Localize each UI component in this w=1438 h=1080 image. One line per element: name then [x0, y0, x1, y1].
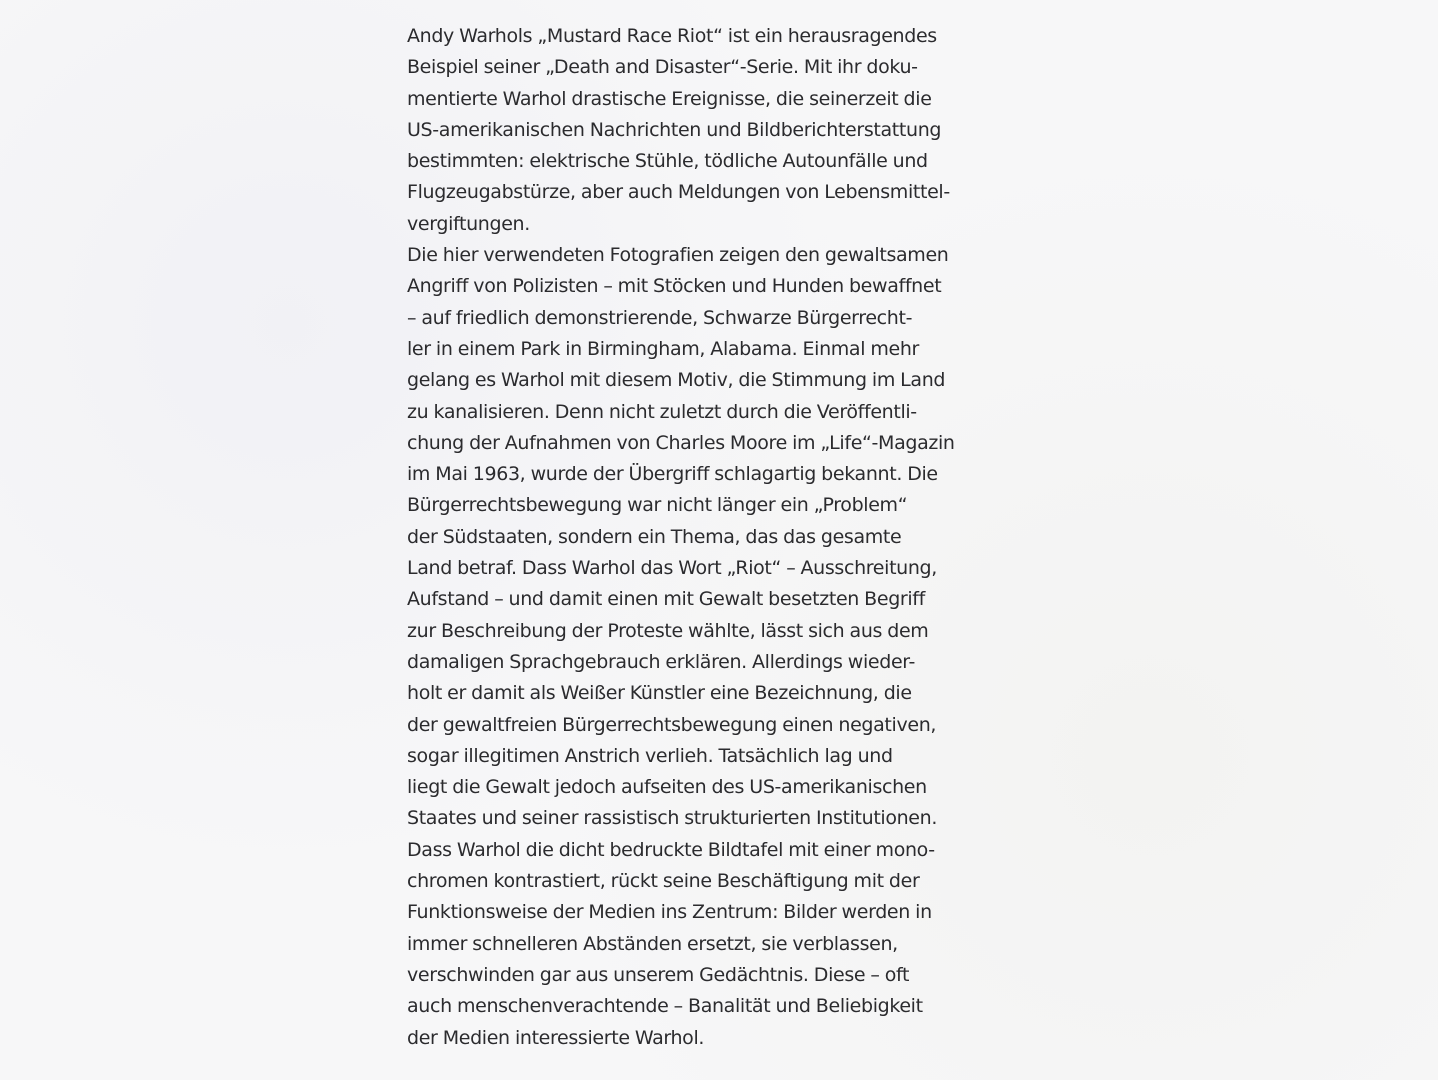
- text-line: Angriff von Polizisten – mit Stöcken und Hunden bewaffnet: [407, 275, 942, 298]
- text-line: Die hier verwendeten Fotografien zeigen den gewaltsamen: [407, 244, 949, 267]
- text-line: US-amerikanischen Nachrichten und Bildberichterstattung: [407, 118, 942, 141]
- paragraph-intro: [407, 21, 1007, 240]
- text-line: holt er damit als Weißer Künstler eine Bezeichnung, die: [407, 682, 912, 705]
- text-line: gelang es Warhol mit diesem Motiv, die Stimmung im Land: [407, 369, 946, 392]
- text-line: zur Beschreibung der Proteste wählte, lässt sich aus dem: [407, 619, 929, 642]
- text-line: vergiftungen.: [407, 212, 530, 235]
- text-line: im Mai 1963, wurde der Übergriff schlagartig bekannt. Die: [407, 463, 938, 486]
- text-line: der gewaltfreien Bürgerrechtsbewegung einen negativen,: [407, 713, 937, 736]
- text-line: verschwinden gar aus unserem Gedächtnis. Diese – oft: [407, 963, 910, 986]
- text-line: chung der Aufnahmen von Charles Moore im „Life“-Magazin: [407, 431, 955, 454]
- text-line: Staates und seiner rassistisch strukturierten Institutionen.: [407, 807, 938, 830]
- text-line: Flugzeugabstürze, aber auch Meldungen von Lebensmittel-: [407, 181, 950, 204]
- text-line: mentierte Warhol drastische Ereignisse, die seinerzeit die: [407, 87, 932, 110]
- text-line: Andy Warhols „Mustard Race Riot“ ist ein herausragendes: [407, 25, 937, 47]
- text-line: Bürgerrechtsbewegung war nicht länger ein „Problem“: [407, 494, 908, 517]
- text-line: – auf friedlich demonstrierende, Schwarze Bürgerrecht-: [407, 306, 913, 329]
- text-line: der Medien interessierte Warhol.: [407, 1026, 705, 1049]
- text-line: damaligen Sprachgebrauch erklären. Allerdings wieder-: [407, 650, 916, 673]
- text-line: der Südstaaten, sondern ein Thema, das das gesamte: [407, 525, 902, 548]
- text-line: sogar illegitimen Anstrich verlieh. Tatsächlich lag und: [407, 744, 893, 767]
- text-line: bestimmten: elektrische Stühle, tödliche Autounfälle und: [407, 150, 928, 173]
- text-line: ler in einem Park in Birmingham, Alabama. Einmal mehr: [407, 337, 919, 360]
- text-line: Land betraf. Dass Warhol das Wort „Riot“ – Ausschreitung,: [407, 557, 937, 580]
- text-line: Dass Warhol die dicht bedruckte Bildtafel mit einer mono-: [407, 838, 935, 861]
- text-line: immer schnelleren Abständen ersetzt, sie verblassen,: [407, 932, 898, 955]
- text-line: liegt die Gewalt jedoch aufseiten des US-amerikanischen: [407, 776, 927, 799]
- text-line: Aufstand – und damit einen mit Gewalt besetzten Begriff: [407, 588, 925, 611]
- paragraph-body: [407, 240, 1007, 1054]
- text-line: auch menschenverachtende – Banalität und Beliebigkeit: [407, 995, 923, 1018]
- wall-text-panel: [407, 21, 1007, 1054]
- text-line: chromen kontrastiert, rückt seine Beschäftigung mit der: [407, 870, 920, 893]
- text-line: zu kanalisieren. Denn nicht zuletzt durch die Veröffentli-: [407, 400, 917, 423]
- text-line: Funktionsweise der Medien ins Zentrum: Bilder werden in: [407, 901, 932, 924]
- text-line: Beispiel seiner „Death and Disaster“-Serie. Mit ihr doku-: [407, 56, 918, 79]
